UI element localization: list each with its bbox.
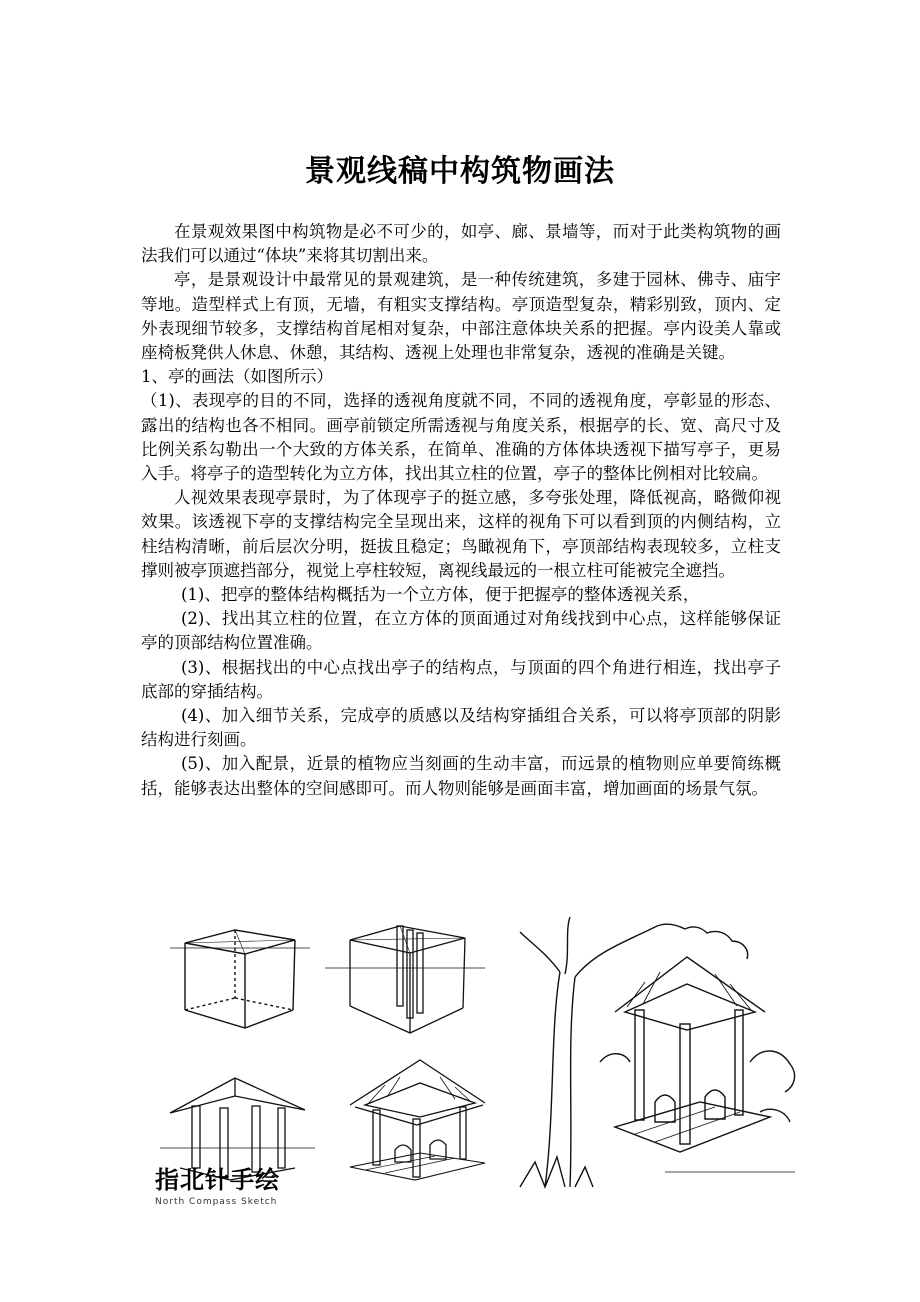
brand-logo-subtitle: North Compass Sketch bbox=[155, 1197, 278, 1207]
brand-watermark bbox=[155, 1160, 280, 1207]
step-4: (4)、加入细节关系，完成亭的质感以及结构穿插组合关系，可以将亭顶部的阴影结构进行刻画。 bbox=[141, 706, 781, 750]
pavilion-scene-sketch-icon bbox=[515, 912, 800, 1192]
step-1: (1)、把亭的整体结构概括为一个立方体，便于把握亭的整体透视关系， bbox=[181, 585, 700, 605]
cube-columns-sketch-icon bbox=[325, 918, 485, 1043]
paragraph-intro: 在景观效果图中构筑物是必不可少的，如亭、廊、景墙等，而对于此类构筑物的画法我们可以通过“体块”来将其切割出来。 bbox=[141, 222, 781, 266]
brand-logo-text: 指北针手绘 bbox=[155, 1166, 280, 1194]
document-title: 景观线稿中构筑物画法 bbox=[305, 154, 615, 189]
step-3: (3)、根据找出的中心点找出亭子的结构点，与顶面的四个角进行相连，找出亭子底部的穿插结构。 bbox=[141, 657, 781, 701]
paragraph-step-intro: （1)、表现亭的目的不同，选择的透视角度就不同，不同的透视角度，亭彰显的形态、露出的结构也各不相同。画亭前锁定所需透视与角度关系，根据亭的长、宽、高尺寸及比例关系勾勒出一个大致的方体关系，在简单、准确的方体体块透视下描写亭子，更易入手。将亭子的造型转化为立方体，找出其立柱的位置，亭子的整体比例相对比较扁。 bbox=[141, 391, 781, 484]
paragraph-perspective: 人视效果表现亭景时，为了体现亭子的挺立感，多夸张处理，降低视高，略微仰视效果。该透视下亭的支撑结构完全呈现出来，这样的视角下可以看到顶的内侧结构，立柱结构清晰，前后层次分明，挺拔且稳定；鸟瞰视角下，亭顶部结构表现较多，立柱支撑则被亭顶遮挡部分，视觉上亭柱较短，离视线最远的一根立柱可能被完全遮挡。 bbox=[141, 488, 781, 580]
pavilion-detail-sketch-icon bbox=[345, 1055, 490, 1185]
section-heading: 1、亭的画法（如图所示） bbox=[141, 367, 333, 387]
step-5: (5)、加入配景，近景的植物应当刻画的生动丰富，而远景的植物则应单要简练概括，能够表达出整体的空间感即可。而人物则能够是画面丰富，增加画面的场景气氛。 bbox=[141, 754, 781, 798]
step-2: (2)、找出其立柱的位置，在立方体的顶面通过对角线找到中心点，这样能够保证亭的顶部结构位置准确。 bbox=[141, 609, 781, 653]
paragraph-pavilion: 亭，是景观设计中最常见的景观建筑，是一种传统建筑，多建于园林、佛寺、庙宇等地。造型样式上有顶，无墙，有粗实支撑结构。亭顶造型复杂，精彩别致，顶内、定外表现细节较多，支撑结构首尾相对复杂，中部注意体块关系的把握。亭内设美人靠或座椅板凳供人休息、休憩，其结构、透视上处理也非常复杂，透视的准确是关键。 bbox=[141, 270, 781, 363]
cube-sketch-icon bbox=[165, 918, 315, 1038]
document-body bbox=[141, 220, 781, 801]
